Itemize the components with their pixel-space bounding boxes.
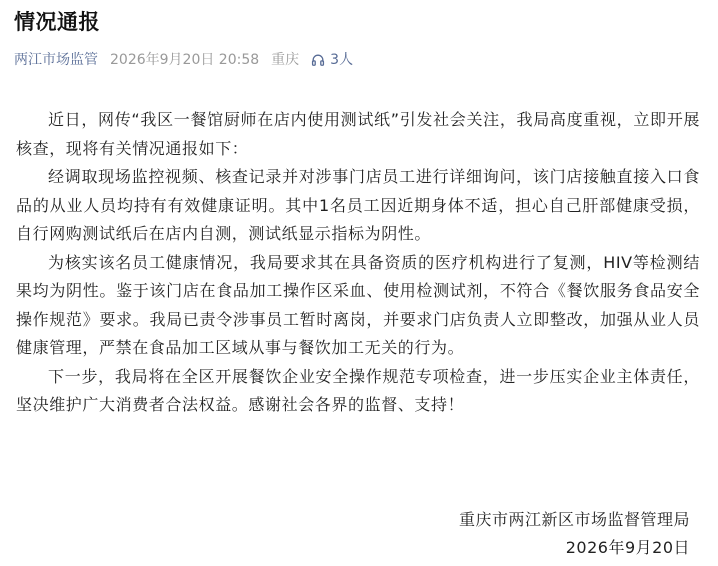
body-paragraph: 经调取现场监控视频、核查记录并对涉事门店员工进行详细询问，该门店接触直接入口食品的从业人员均持有有效健康证明。其中1名员工因近期身体不适，担心自己肝部健康受损，自行网购测试纸后在店内自测，测试纸显示指标为阴性。 [16, 167, 700, 243]
body-paragraph: 为核实该名员工健康情况，我局要求其在具备资质的医疗机构进行了复测，HIV等检测结果均为阴性。鉴于该门店在食品加工操作区采血、使用检测试剂，不符合《餐饮服务食品安全操作规范》要求。我局已责令涉事员工暂时离岗，并要求门店负责人立即整改，加强从业人员健康管理，严禁在食品加工区域从事与餐饮加工无关的行为。 [16, 252, 700, 357]
listener-count: 3人 [330, 52, 354, 68]
publish-location: 重庆 [271, 52, 300, 68]
signature-block [459, 506, 690, 562]
body-paragraph: 近日，网传“我区一餐馆厨师在店内使用测试纸”引发社会关注，我局高度重视，立即开展核查，现将有关情况通报如下： [16, 110, 700, 158]
source-account-link[interactable]: 两江市场监管 [14, 52, 98, 68]
signature-date: 2026年9月20日 [565, 538, 690, 557]
listen-button[interactable] [311, 50, 353, 70]
publish-datetime: 2026年9月20日 20:58 [110, 52, 260, 68]
article-title: 情况通报 [14, 10, 100, 34]
headphone-icon [311, 53, 325, 67]
signature-organization: 重庆市两江新区市场监督管理局 [458, 510, 690, 529]
article-body [16, 106, 700, 420]
body-paragraph: 下一步，我局将在全区开展餐饮企业安全操作规范专项检查，进一步压实企业主体责任，坚决维护广大消费者合法权益。感谢社会各界的监督、支持！ [16, 366, 700, 414]
article-meta [14, 50, 353, 70]
